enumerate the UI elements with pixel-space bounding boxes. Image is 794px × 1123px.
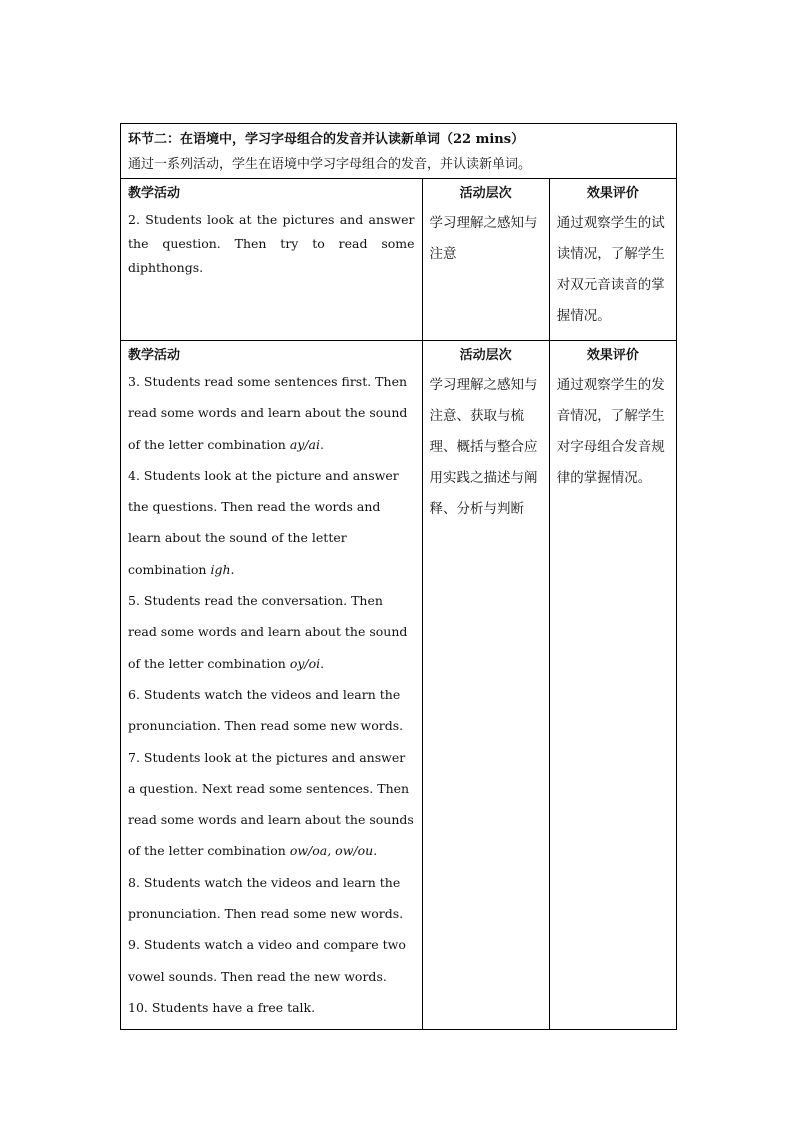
section-title: 环节二：在语境中，学习字母组合的发音并认读新单词（22 mins）: [128, 132, 525, 147]
table-row: [121, 179, 677, 341]
activity-item-text: 6. Students watch the videos and learn the pronunciation. Then read some new words.: [128, 686, 404, 734]
level-cell: [422, 179, 549, 341]
letter-combination: ow/oa, ow/ou: [289, 843, 374, 859]
activity-item-end: .: [320, 436, 324, 452]
letter-combination: ay/ai: [289, 436, 320, 452]
activity-item-text: 9. Students watch a video and compare two vowel sounds. Then read the new words.: [128, 937, 406, 984]
activity-item: [128, 679, 415, 742]
evaluation-header: 效果评价: [586, 348, 639, 363]
section-description: 通过一系列活动，学生在语境中学习字母组合的发音，并认读新单词。: [128, 157, 532, 172]
section-header-cell: [121, 124, 677, 179]
evaluation-text: 通过观察学生的试读情况，了解学生对双元音读音的掌握情况。: [556, 215, 665, 324]
level-header: 活动层次: [459, 186, 512, 201]
activity-list: [128, 366, 415, 1023]
level-header: 活动层次: [459, 348, 512, 363]
activity-cell: [121, 179, 423, 341]
level-cell: [422, 341, 549, 1030]
activity-header: 教学活动: [128, 186, 181, 201]
activity-item: [128, 585, 415, 679]
activity-item-text: 7. Students look at the pictures and answer a question. Next read some sentences. Then read some words and learn about the sounds of the letter combination: [128, 749, 414, 859]
activity-item-end: .: [320, 655, 325, 671]
evaluation-cell: [549, 179, 676, 341]
evaluation-header: 效果评价: [586, 186, 639, 201]
level-text: 学习理解之感知与注意、获取与梳理、概括与整合应用实践之描述与阐释、分析与判断: [429, 377, 538, 517]
activity-item: [128, 929, 415, 992]
evaluation-cell: [549, 341, 676, 1030]
activity-item-end: .: [373, 843, 378, 859]
activity-item: [128, 992, 415, 1023]
activity-item-text: 10. Students have a free talk.: [128, 999, 316, 1015]
level-text: 学习理解之感知与注意: [429, 215, 538, 262]
activity-item: [128, 867, 415, 930]
activity-item-text: 3. Students read some sentences first. Then read some words and learn about the sound of the letter combination: [128, 374, 408, 452]
activity-header: 教学活动: [128, 348, 181, 363]
activity-item-text: 8. Students watch the videos and learn the pronunciation. Then read some new words.: [128, 874, 404, 922]
activity-text: 2. Students look at the pictures and answer the question. Then try to read some diphthongs.: [128, 212, 415, 275]
evaluation-text: 通过观察学生的发音情况，了解学生对字母组合发音规律的掌握情况。: [556, 377, 665, 486]
activity-item-end: .: [230, 561, 235, 577]
activity-item-text: 4. Students look at the picture and answer the questions. Then read the words and learn about the sound of the letter combination: [128, 467, 399, 577]
letter-combination: oy/oi: [289, 655, 321, 671]
activity-item-text: 5. Students read the conversation. Then read some words and learn about the sound of the letter combination: [128, 593, 408, 671]
lesson-table: [120, 123, 677, 1030]
section-header-row: [121, 124, 677, 179]
activity-cell: [121, 341, 423, 1030]
letter-combination: igh: [210, 561, 231, 577]
activity-item: [128, 366, 415, 460]
activity-item: [128, 742, 415, 867]
table-row: [121, 341, 677, 1030]
activity-item: [128, 460, 415, 585]
